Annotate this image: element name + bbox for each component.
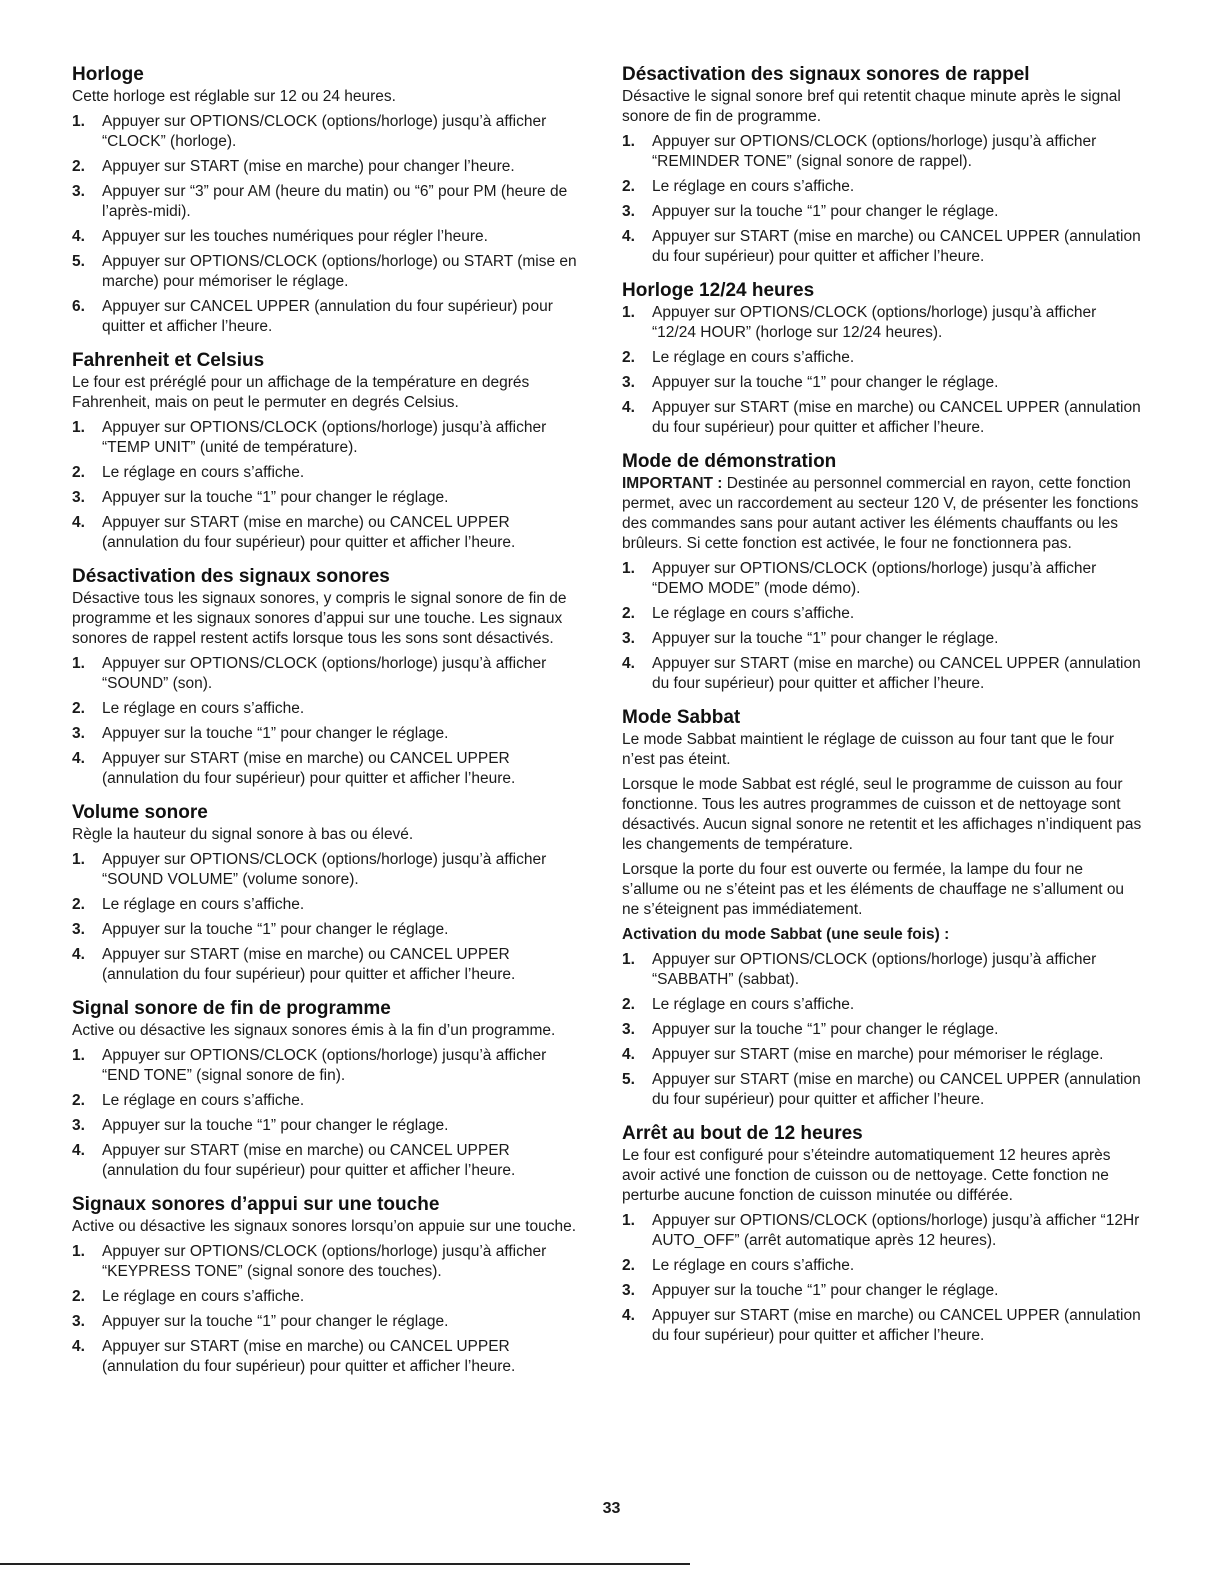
- step-item: [622, 132, 1142, 172]
- section-horloge-1224: [622, 280, 1142, 438]
- step-list: [622, 950, 1142, 1110]
- section-title: Mode de démonstration: [622, 451, 837, 472]
- step-item: [72, 1046, 588, 1086]
- step-item: [72, 945, 588, 985]
- step-item: [72, 112, 588, 152]
- step-list: [622, 1211, 1142, 1346]
- step-text: Appuyer sur OPTIONS/CLOCK (options/horloge) jusqu’à afficher “REMINDER TONE” (signal sonore de rappel).: [652, 133, 1097, 170]
- step-number: 3.: [72, 489, 85, 506]
- step-number: 2.: [622, 996, 635, 1013]
- step-number: 3.: [622, 1021, 635, 1038]
- step-text: Appuyer sur START (mise en marche) ou CANCEL UPPER (annulation du four supérieur) pour quitter et afficher l’heure.: [102, 1338, 516, 1375]
- step-number: 4.: [622, 1046, 635, 1063]
- section-title: Volume sonore: [72, 802, 208, 823]
- step-number: 5.: [622, 1071, 635, 1088]
- step-number: 2.: [72, 1092, 85, 1109]
- section-desactivation-sons: [72, 566, 588, 789]
- step-item: [72, 920, 588, 940]
- step-number: 3.: [72, 725, 85, 742]
- step-item: [622, 629, 1142, 649]
- step-text: Appuyer sur la touche “1” pour changer le réglage.: [652, 374, 999, 391]
- paragraph: Le mode Sabbat maintient le réglage de cuisson au four tant que le four n’est pas éteint.: [622, 731, 1115, 768]
- step-item: [72, 488, 588, 508]
- step-item: [72, 850, 588, 890]
- section-intro: Cette horloge est réglable sur 12 ou 24 heures.: [72, 88, 396, 105]
- step-text: Appuyer sur OPTIONS/CLOCK (options/horloge) jusqu’à afficher “TEMP UNIT” (unité de température).: [102, 419, 547, 456]
- step-number: 4.: [622, 399, 635, 416]
- step-text: Appuyer sur START (mise en marche) ou CANCEL UPPER (annulation du four supérieur) pour quitter et afficher l’heure.: [652, 1071, 1141, 1108]
- step-item: [622, 348, 1142, 368]
- step-item: [622, 1211, 1142, 1251]
- step-text: Le réglage en cours s’affiche.: [102, 464, 305, 481]
- section-intro: Le four est préréglé pour un affichage de la température en degrés Fahrenheit, mais on peut le permuter en degrés Celsius.: [72, 374, 530, 411]
- page-number: 33: [602, 1500, 621, 1517]
- step-text: Appuyer sur la touche “1” pour changer le réglage.: [102, 921, 449, 938]
- step-list: [72, 654, 588, 789]
- section-fin-programme: [72, 998, 588, 1181]
- step-number: 2.: [622, 178, 635, 195]
- step-item: [72, 654, 588, 694]
- step-text: Appuyer sur OPTIONS/CLOCK (options/horloge) jusqu’à afficher “END TONE” (signal sonore de fin).: [102, 1047, 547, 1084]
- step-item: [622, 1306, 1142, 1346]
- step-number: 2.: [72, 1288, 85, 1305]
- step-text: Appuyer sur START (mise en marche) ou CANCEL UPPER (annulation du four supérieur) pour quitter et afficher l’heure.: [652, 228, 1141, 265]
- step-text: Appuyer sur les touches numériques pour régler l’heure.: [102, 228, 488, 245]
- step-list: [622, 132, 1142, 267]
- step-number: 3.: [72, 1117, 85, 1134]
- step-item: [622, 559, 1142, 599]
- step-item: [72, 1091, 588, 1111]
- paragraph: Lorsque le mode Sabbat est réglé, seul le programme de cuisson au four fonctionne. Tous les autres programmes de cuisson et de nettoyage sont désactivés. Aucun signal sonore ne retentit et les affichages n’indiquent pas les changements de température.: [622, 776, 1142, 853]
- section-title: Fahrenheit et Celsius: [72, 350, 265, 371]
- step-number: 2.: [72, 700, 85, 717]
- step-text: Appuyer sur START (mise en marche) ou CANCEL UPPER (annulation du four supérieur) pour quitter et afficher l’heure.: [652, 399, 1141, 436]
- step-number: 1.: [72, 1047, 85, 1064]
- step-number: 4.: [72, 750, 85, 767]
- step-text: Appuyer sur START (mise en marche) ou CANCEL UPPER (annulation du four supérieur) pour quitter et afficher l’heure.: [102, 1142, 516, 1179]
- step-item: [622, 950, 1142, 990]
- step-number: 1.: [622, 1212, 635, 1229]
- step-text: Appuyer sur OPTIONS/CLOCK (options/horloge) jusqu’à afficher “SOUND” (son).: [102, 655, 547, 692]
- step-number: 3.: [622, 374, 635, 391]
- section-horloge: [72, 64, 588, 337]
- step-number: 3.: [72, 1313, 85, 1330]
- section-title: Signaux sonores d’appui sur une touche: [72, 1194, 440, 1215]
- step-number: 1.: [72, 419, 85, 436]
- section-arret-12h: [622, 1123, 1142, 1346]
- step-text: Le réglage en cours s’affiche.: [652, 349, 855, 366]
- step-number: 3.: [622, 630, 635, 647]
- step-list: [72, 112, 588, 337]
- step-item: [622, 202, 1142, 222]
- section-intro: Active ou désactive les signaux sonores lorsqu’on appuie sur une touche.: [72, 1218, 577, 1235]
- step-text: Appuyer sur la touche “1” pour changer le réglage.: [652, 1282, 999, 1299]
- step-text: Le réglage en cours s’affiche.: [102, 700, 305, 717]
- step-number: 2.: [622, 605, 635, 622]
- step-number: 4.: [72, 1142, 85, 1159]
- step-text: Appuyer sur START (mise en marche) pour changer l’heure.: [102, 158, 515, 175]
- step-number: 1.: [622, 133, 635, 150]
- step-text: Appuyer sur START (mise en marche) ou CANCEL UPPER (annulation du four supérieur) pour quitter et afficher l’heure.: [652, 1307, 1141, 1344]
- step-item: [72, 749, 588, 789]
- paragraph: Lorsque la porte du four est ouverte ou fermée, la lampe du four ne s’allume ou ne s’éteint pas et les éléments de chauffage ne s’allument ou ne s’éteignent pas immédiatement.: [622, 861, 1125, 918]
- step-item: [622, 303, 1142, 343]
- step-text: Le réglage en cours s’affiche.: [652, 605, 855, 622]
- step-number: 2.: [72, 464, 85, 481]
- section-mode-sabbat: [622, 707, 1142, 1110]
- left-column: [72, 64, 588, 1390]
- document-page: [72, 64, 1152, 1504]
- step-list: [72, 850, 588, 985]
- step-text: Appuyer sur CANCEL UPPER (annulation du four supérieur) pour quitter et afficher l’heure.: [102, 298, 553, 335]
- section-intro: Désactive le signal sonore bref qui retentit chaque minute après le signal sonore de fin de programme.: [622, 88, 1121, 125]
- step-item: [72, 463, 588, 483]
- step-number: 3.: [72, 183, 85, 200]
- step-number: 2.: [72, 896, 85, 913]
- step-item: [622, 398, 1142, 438]
- step-text: Appuyer sur la touche “1” pour changer le réglage.: [652, 630, 999, 647]
- step-text: Appuyer sur la touche “1” pour changer le réglage.: [652, 203, 999, 220]
- step-list: [622, 303, 1142, 438]
- step-text: Appuyer sur la touche “1” pour changer le réglage.: [102, 725, 449, 742]
- step-text: Le réglage en cours s’affiche.: [652, 996, 855, 1013]
- step-item: [622, 1070, 1142, 1110]
- step-number: 2.: [622, 1257, 635, 1274]
- step-number: 4.: [622, 1307, 635, 1324]
- section-appui-touche: [72, 1194, 588, 1377]
- step-text: Appuyer sur OPTIONS/CLOCK (options/horloge) jusqu’à afficher “CLOCK” (horloge).: [102, 113, 547, 150]
- section-title: Désactivation des signaux sonores: [72, 566, 390, 587]
- footer-rule: [0, 1563, 690, 1565]
- step-item: [72, 1141, 588, 1181]
- step-item: [622, 1256, 1142, 1276]
- step-item: [622, 654, 1142, 694]
- step-text: Appuyer sur la touche “1” pour changer le réglage.: [102, 1117, 449, 1134]
- step-text: Le réglage en cours s’affiche.: [652, 178, 855, 195]
- step-text: Appuyer sur START (mise en marche) ou CANCEL UPPER (annulation du four supérieur) pour quitter et afficher l’heure.: [652, 655, 1141, 692]
- step-item: [72, 182, 588, 222]
- step-item: [72, 157, 588, 177]
- section-intro: Active ou désactive les signaux sonores émis à la fin d’un programme.: [72, 1022, 556, 1039]
- step-item: [72, 1287, 588, 1307]
- step-list: [72, 1242, 588, 1377]
- step-item: [622, 995, 1142, 1015]
- step-item: [622, 227, 1142, 267]
- step-number: 1.: [622, 560, 635, 577]
- step-item: [622, 1281, 1142, 1301]
- step-text: Le réglage en cours s’affiche.: [102, 896, 305, 913]
- step-item: [72, 252, 588, 292]
- step-item: [72, 1337, 588, 1377]
- step-number: 4.: [72, 228, 85, 245]
- step-list: [72, 418, 588, 553]
- step-text: Appuyer sur la touche “1” pour changer le réglage.: [102, 1313, 449, 1330]
- step-item: [622, 373, 1142, 393]
- step-number: 1.: [72, 851, 85, 868]
- section-title: Horloge: [72, 64, 144, 85]
- section-title: Signal sonore de fin de programme: [72, 998, 391, 1019]
- step-text: Le réglage en cours s’affiche.: [102, 1092, 305, 1109]
- section-intro: [622, 474, 1142, 554]
- step-item: [72, 699, 588, 719]
- section-title: Horloge 12/24 heures: [622, 280, 815, 301]
- step-list: [622, 559, 1142, 694]
- step-number: 4.: [622, 228, 635, 245]
- step-item: [622, 1045, 1142, 1065]
- step-item: [72, 418, 588, 458]
- step-item: [72, 1312, 588, 1332]
- step-text: Appuyer sur START (mise en marche) ou CANCEL UPPER (annulation du four supérieur) pour quitter et afficher l’heure.: [102, 946, 516, 983]
- step-item: [622, 1020, 1142, 1040]
- step-number: 3.: [622, 203, 635, 220]
- section-title: Mode Sabbat: [622, 707, 741, 728]
- right-column: [622, 64, 1142, 1359]
- step-list: [72, 1046, 588, 1181]
- step-number: 4.: [72, 1338, 85, 1355]
- step-number: 4.: [72, 946, 85, 963]
- important-label: IMPORTANT :: [622, 475, 723, 492]
- step-text: Appuyer sur OPTIONS/CLOCK (options/horloge) ou START (mise en marche) pour mémoriser le réglage.: [102, 253, 577, 290]
- step-text: Appuyer sur START (mise en marche) ou CANCEL UPPER (annulation du four supérieur) pour quitter et afficher l’heure.: [102, 514, 516, 551]
- section-intro: Le four est configuré pour s’éteindre automatiquement 12 heures après avoir activé une fonction de cuisson ou de nettoyage. Cette fonction ne perturbe aucune fonction de cuisson minutée ou différée.: [622, 1147, 1111, 1204]
- step-item: [72, 724, 588, 744]
- step-text: Appuyer sur OPTIONS/CLOCK (options/horloge) jusqu’à afficher “SABBATH” (sabbat).: [652, 951, 1097, 988]
- step-text: Appuyer sur “3” pour AM (heure du matin) ou “6” pour PM (heure de l’après-midi).: [102, 183, 568, 220]
- step-item: [622, 177, 1142, 197]
- step-text: Le réglage en cours s’affiche.: [102, 1288, 305, 1305]
- step-text: Appuyer sur OPTIONS/CLOCK (options/horloge) jusqu’à afficher “SOUND VOLUME” (volume sonore).: [102, 851, 547, 888]
- step-number: 1.: [622, 304, 635, 321]
- step-item: [72, 513, 588, 553]
- step-text: Appuyer sur OPTIONS/CLOCK (options/horloge) jusqu’à afficher “DEMO MODE” (mode démo).: [652, 560, 1097, 597]
- step-number: 2.: [72, 158, 85, 175]
- step-text: Appuyer sur OPTIONS/CLOCK (options/horloge) jusqu’à afficher “12/24 HOUR” (horloge sur 12/24 heures).: [652, 304, 1097, 341]
- step-text: Appuyer sur OPTIONS/CLOCK (options/horloge) jusqu’à afficher “12Hr AUTO_OFF” (arrêt automatique après 12 heures).: [652, 1212, 1140, 1249]
- section-volume-sonore: [72, 802, 588, 985]
- subheading: Activation du mode Sabbat (une seule fois) :: [622, 926, 950, 943]
- step-text: Appuyer sur OPTIONS/CLOCK (options/horloge) jusqu’à afficher “KEYPRESS TONE” (signal sonore des touches).: [102, 1243, 547, 1280]
- step-item: [72, 895, 588, 915]
- step-number: 4.: [72, 514, 85, 531]
- step-text: Appuyer sur la touche “1” pour changer le réglage.: [102, 489, 449, 506]
- section-title: Désactivation des signaux sonores de rappel: [622, 64, 1030, 85]
- step-number: 5.: [72, 253, 85, 270]
- step-number: 1.: [622, 951, 635, 968]
- section-intro: Désactive tous les signaux sonores, y compris le signal sonore de fin de programme et les signaux sonores d’appui sur une touche. Les signaux sonores de rappel restent actifs lorsque tous les sons sont désactivés.: [72, 590, 567, 647]
- section-mode-demo: [622, 451, 1142, 694]
- step-text: Appuyer sur la touche “1” pour changer le réglage.: [652, 1021, 999, 1038]
- step-text: Le réglage en cours s’affiche.: [652, 1257, 855, 1274]
- section-intro: Règle la hauteur du signal sonore à bas ou élevé.: [72, 826, 414, 843]
- step-number: 3.: [72, 921, 85, 938]
- step-text: Appuyer sur START (mise en marche) ou CANCEL UPPER (annulation du four supérieur) pour quitter et afficher l’heure.: [102, 750, 516, 787]
- step-number: 1.: [72, 655, 85, 672]
- step-number: 1.: [72, 1243, 85, 1260]
- step-number: 3.: [622, 1282, 635, 1299]
- step-item: [72, 297, 588, 337]
- step-number: 6.: [72, 298, 85, 315]
- step-number: 1.: [72, 113, 85, 130]
- step-item: [72, 1116, 588, 1136]
- step-item: [72, 227, 588, 247]
- step-number: 2.: [622, 349, 635, 366]
- important-text: Destinée au personnel commercial en rayon, cette fonction permet, avec un raccordement au secteur 120 V, de présenter les fonctions des commandes sans pour autant activer les éléments chauffants ou les brûleurs. Si cette fonction est activée, le four ne fonctionnera pas.: [622, 475, 1139, 552]
- section-rappel: [622, 64, 1142, 267]
- section-fahrenheit-celsius: [72, 350, 588, 553]
- step-number: 4.: [622, 655, 635, 672]
- section-title: Arrêt au bout de 12 heures: [622, 1123, 863, 1144]
- step-item: [622, 604, 1142, 624]
- step-text: Appuyer sur START (mise en marche) pour mémoriser le réglage.: [652, 1046, 1104, 1063]
- step-item: [72, 1242, 588, 1282]
